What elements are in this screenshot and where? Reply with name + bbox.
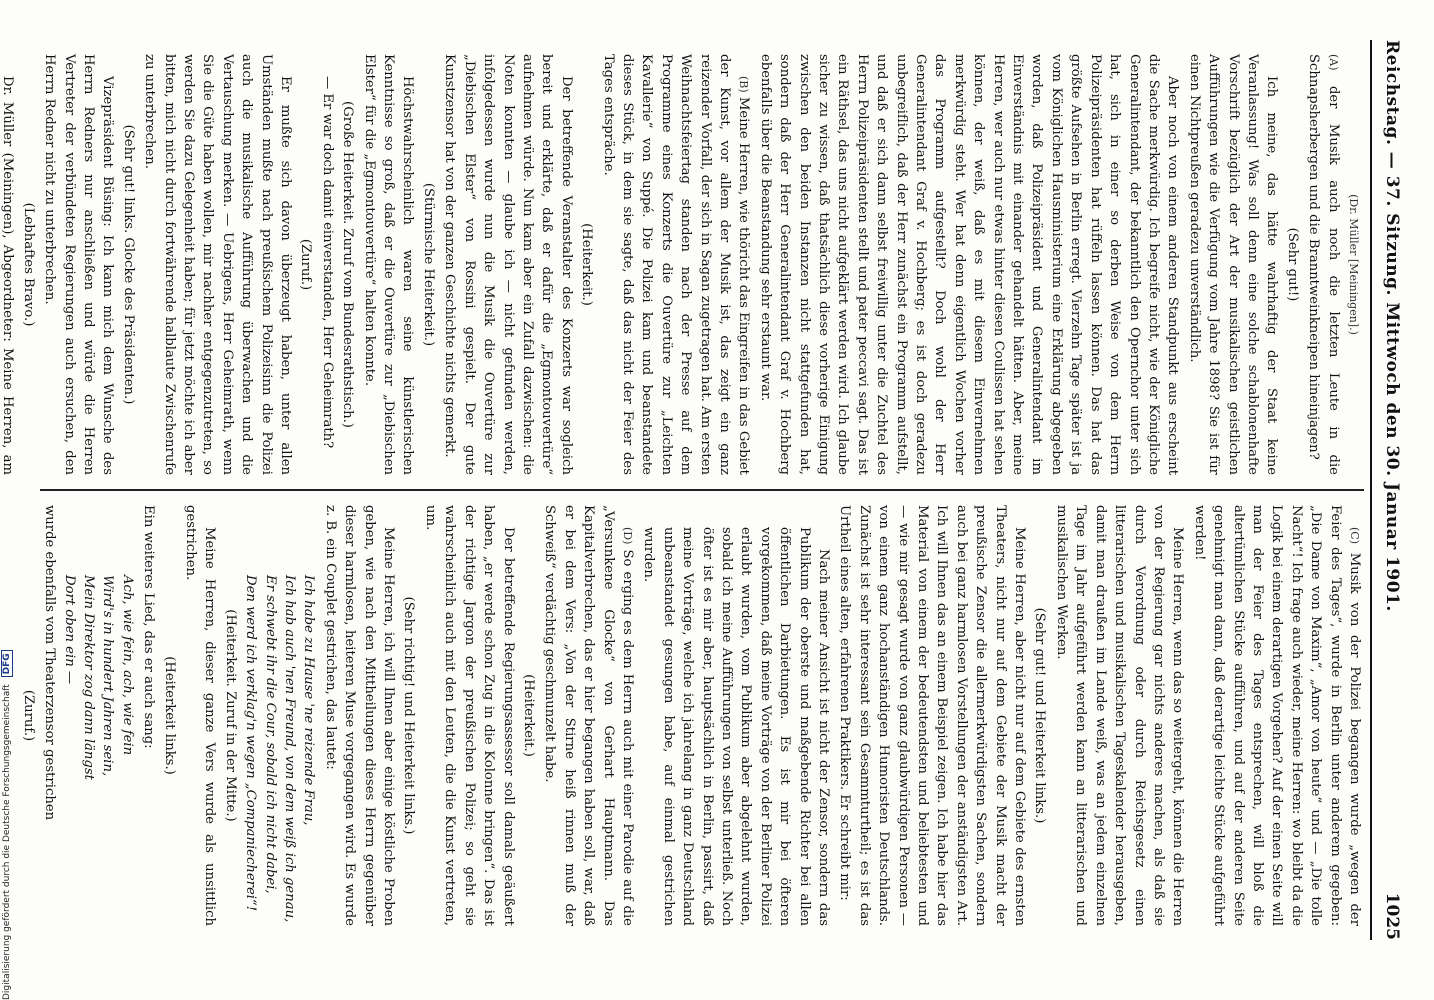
paragraph: Höchstwahrscheinlich waren seine künstlerischen Kenntnisse so groß, daß er die Ouvertüre zur „Diebischen Elster“ für die „Egmontouvertüre“ halten konnte. — [361, 54, 416, 475]
margin-marker-b: (B) — [737, 76, 751, 93]
verse-line: Ich habe zu Hause 'ne reizende Frau, — [301, 575, 317, 826]
remark: (Sehr gut! und Heiterkeit links.) — [1032, 607, 1048, 824]
paragraph: — Er war doch damit einverstanden, Herr Geheimrath? — [319, 76, 335, 449]
verse-line: Ach, wie fein, ach, wie fein — [119, 575, 135, 756]
paragraph: Dr. Müller (Meiningen), Abgeordneter: Meine Herren, am — [0, 76, 16, 475]
paragraph: Meine Herren, dieser ganze Vers wurde als unsittlich gestrichen. — [183, 505, 218, 926]
remark: (Heiterkeit.) — [520, 674, 536, 757]
left-column — [0, 40, 1364, 491]
digitization-text: Digitalisierung gefördert durch die Deutsche Forschungsgemeinschaft — [2, 684, 12, 1000]
paragraph: Vizepräsident Büsing: Ich kann mich dem Wunsche des Herrn Redners nur anschließen und würde die Herren Vertreter der verbündeten Regierungen auch ersuchen, den Herrn Redner nicht zu unterbrechen. — [42, 54, 116, 475]
margin-marker-c: (C) — [1348, 527, 1361, 544]
remark: (Heiterkeit.) — [579, 223, 595, 306]
remark: (Sehr richtig! und Heiterkeit links.) — [401, 596, 417, 835]
remark: (Sehr gut!) — [1284, 227, 1300, 302]
remark: (Zuruf.) — [20, 689, 36, 742]
right-column — [20, 491, 1364, 940]
paragraph: Der betreffende Veranstalter des Konzerts war sogleich bereit und erklärte, daß er dafür die „Egmontouvertüre“ aufnehmen würde. Nun kam aber ein Zufall dazwischen: die Noten konnten — glaube ich — nicht gefunden werden, infolgedessen wurde nun die Musik die Ouvertüre zur „Diebischen Elster“ von Rossini gespielt. Der gute Kunstzensor hat von der ganzen Geschichte nichts gemerkt. — [442, 54, 574, 475]
paragraph: (B) Meine Herren, wie thöricht das Eingreifen in das Gebiet der Kunst, vor allem der Musik ist, das zeigt ein ganz reizender Vorfall, der sich in Sagan zugetragen hat. Am ersten Weihnachtsfeiertag standen nach der Presse auf dem Programme eines Konzerts die Ouvertüre zur „Leichten Kavallerie“ von Suppé. Die Polizei kam und beanstandete dieses Stück, in dem sie sagte, daß das nicht der Feier des Tages entspräche. — [600, 54, 752, 475]
remark: (Heiterkeit links.) — [161, 656, 177, 775]
paragraph: Meine Herren, wenn das so weitergeht, können die Herren von der Regierung gar nichts anderes machen, als daß sie durch Verordnung oder durch Reichsgesetz einen litterarischen und musikalischen Tageskalender herausgeben, damit man draußen im Lande weiß, was an jedem einzelnen Tage im Jahr aufgeführt werden kann an litterarischen und musikalischen Werken. — [1053, 505, 1186, 926]
dfg-logo: DFG — [1, 650, 13, 677]
verse-line: Ich hab auch 'nen Freund, von dem weiß ich genau, — [282, 575, 298, 923]
verse-line: Dort oben ein — — [61, 575, 77, 685]
paragraph: (C) Musik von der Polizei begangen wurde „wegen der Feier des Tages“, wurde in Berlin unter anderem gegeben: „Die Dame von Maxim“, „Amor von heute“ und — „Die tolle Nacht“! Ich frage auch wieder, meine Herren: wo bleibt da die Logik bei einem derartigen Vorgehen? Auf der einen Seite will man der Feier des Tages entsprechen, will bloß die altertümlichen Stücke aufführen, und auf der anderen Seite genehmigt man dann, daß derartige leichte Stücke aufgeführt werden! — [1191, 505, 1362, 926]
paragraph: Der betreffende Regierungsassessor soll damals geäußert haben, „er werde schon Zug in die Kolonne bringen“. Das ist der richtige Jargon der preußischen Polizei; so geht sie wahrscheinlich auch mit den Leuten, die die Kunst vertreten, um. — [422, 505, 516, 926]
remark: (Sehr gut! links. Glocke des Präsidenten.) — [120, 124, 136, 405]
remark: (Lebhaftes Bravo.) — [20, 202, 36, 327]
paragraph: (A) der Musik auch noch die letzten Leute in die Schnapsherbergen und die Branntweinkneipen hineinjagen? — [1306, 54, 1341, 475]
paragraph: Meine Herren, ich will Ihnen aber einige köstliche Proben geben, wie nach den Mittheilungen dieses Herrn gegenüber dieser harmlosen, heiteren Muse vorgegangen wird. Es wurde z. B. ein Couplet gestrichen, das lautet: — [322, 505, 397, 926]
speaker-continuation: (Dr. Müller [Meiningen].) — [1347, 194, 1360, 335]
page-number: 1025 — [1382, 892, 1402, 940]
paragraph: Ich meine, das hätte wahrhaftig der Staat keine Veranlassung! Was soll denn eine solche schablonenhafte Vorschrift bezüglich der Art der musikalischen geistlichen Aufführungen wie die Verfügung vom Jahre 1898? Sie ist für einen Nichtpreußen geradezu unverständlich. — [1186, 54, 1280, 475]
margin-marker-a: (A) — [1326, 54, 1340, 71]
paragraph: Meine Herren, aber nicht nur auf dem Gebiete des ernsten Theaters, nicht nur auf dem Gebiete der Musik macht der preußische Zensor die allermerkwürdigsten Sachen, sondern auch bei ganz harmlosen Vorstellungen der anständigsten Art. Ich will Ihnen das an einem Beispiel zeigen. Ich habe hier das Material von einem der bedeutendsten und beliebtesten und — wie mir gesagt wurde von ganz glaubwürdigen Personen — von einem ganz hochanständigen Humoristen Deutschlands. Zunächst ist sehr interessant sein Gesammturtheil; es ist das Urtheil eines alten, erfahrenen Praktikers. Er schreibt mir: — [837, 505, 1028, 926]
digitization-note — [2, 600, 12, 1000]
remark: (Stürmische Heiterkeit.) — [420, 182, 436, 347]
remark: (Heiterkeit. Zuruf in der Mitte.) — [222, 609, 238, 822]
remark: (Zuruf.) — [298, 238, 314, 291]
remark: (Große Heiterkeit. Zuruf vom Bundesrathstisch.) — [340, 101, 356, 428]
page-title: Reichstag. — 37. Sitzung. Mittwoch den 30. Januar 1901. — [1382, 40, 1402, 612]
paragraph: Aber noch von einem anderen Standpunkt aus erscheint die Sache merkwürdig. Ich begreife nicht, wie der Königliche Generalintendant, der bekanntlich den Opernchor unter sich hat, sich in einer so derben Weise von dem Herrn Polizeipräsidenten hat rüffeln lassen können. Das hat das größte Aufsehen in Berlin erregt. Vierzehn Tage später ist ja vom Königlichen Hausministerium eine Erklärung abgegeben worden, daß Polizeipräsident und Generalintendant im Einverständnis mit einander gehandelt hätten. Aber, meine Herren, wer auch nur etwas hinter diesen Coulissen hat sehen können, der weiß, daß es mit diesem Einvernehmen merkwürdig steht. Wer hat denn eigentlich Wochen vorher das Programm aufgestellt? Doch wohl der Herr Generalintendant Graf v. Hochberg; es ist doch geradezu unbegreiflich, daß der Herr zunächst ein Programm aufstellt, und daß er sich dann selbst freiwillig unter die Zuchtel des Herrn Polizeipräsidenten stellt und pater peccavi sagt. Das ist ein Räthsel, das uns nicht aufgeklärt werden wird. Ich glaube sicher zu wissen, daß thatsächlich diese vorherige Einigung zwischen den beiden Instanzen nicht stattgefunden hat, sondern daß der Herr Generalintendant Graf v. Hochberg ebenfalls über die Beanstandung sehr erstaunt war. — [757, 54, 1181, 475]
paragraph: Ein weiteres Lied, das er auch sang: — [141, 505, 157, 749]
verse-line: Den werd ich verklag'n wegen „Companiecherei“! — [243, 575, 259, 912]
verse-line: Wird's in hundert Jahren sein, — [100, 575, 116, 777]
margin-marker-d: (D) — [620, 527, 634, 545]
verse-line: Mein Direktor zog dann längst — [81, 575, 96, 780]
paragraph: (D) So erging es dem Herrn auch mit einer Parodie auf die „Versunkene Glocke“ von Gerhart Hauptmann. Das Kapitalverbrechen, das er hier begangen haben soll, war, daß er bei dem Vers: „Von der Stirne heiß rinnen muß der Schweiß“ verdächtig geschmunzelt habe. — [542, 505, 635, 926]
paragraph: Er mußte sich davon überzeugt haben, unter allen Umständen mußte nach preußischem Polizeisinn die Polizei auch die musikalische Aufführung überwachen und die Vertauschung merken. — Uebrigens, Herr Geheimrath, wenn Sie die Güte haben wollen, mir nachher entgegenzutreten, so werden Sie dazu Gelegenheit haben; für jetzt möchte ich aber bitten, mich nicht durch fortwährende halblaute Zwischenrufe zu unterbrechen. — [142, 54, 294, 475]
quote: Nach meiner Ansicht ist nicht der Zensor, sondern das Publikum der oberste und maßgebende Richter bei allen öffentlichen Darbietungen. Es ist mir bei öfteren vorgekommen, daß meine Vorträge von der Berliner Polizei erlaubt wurden, vom Publikum aber abgelehnt wurden, sobald ich meine Aufführungen von selbst unterließ. Noch öfter ist es mir aber, hauptsächlich in Berlin, passirt, daß meine Vorträge, welche ich jahrelang in ganz Deutschland unbeanstandet gesungen habe, auf einmal gestrichen wurden. — [641, 527, 832, 926]
paragraph: wurde ebenfalls vom Theaterzensor gestrichen — [42, 505, 58, 821]
page-header — [1370, 40, 1412, 940]
verse-line: Er schwebt ihr die Cour, sobald ich nicht dabei, — [262, 575, 278, 894]
